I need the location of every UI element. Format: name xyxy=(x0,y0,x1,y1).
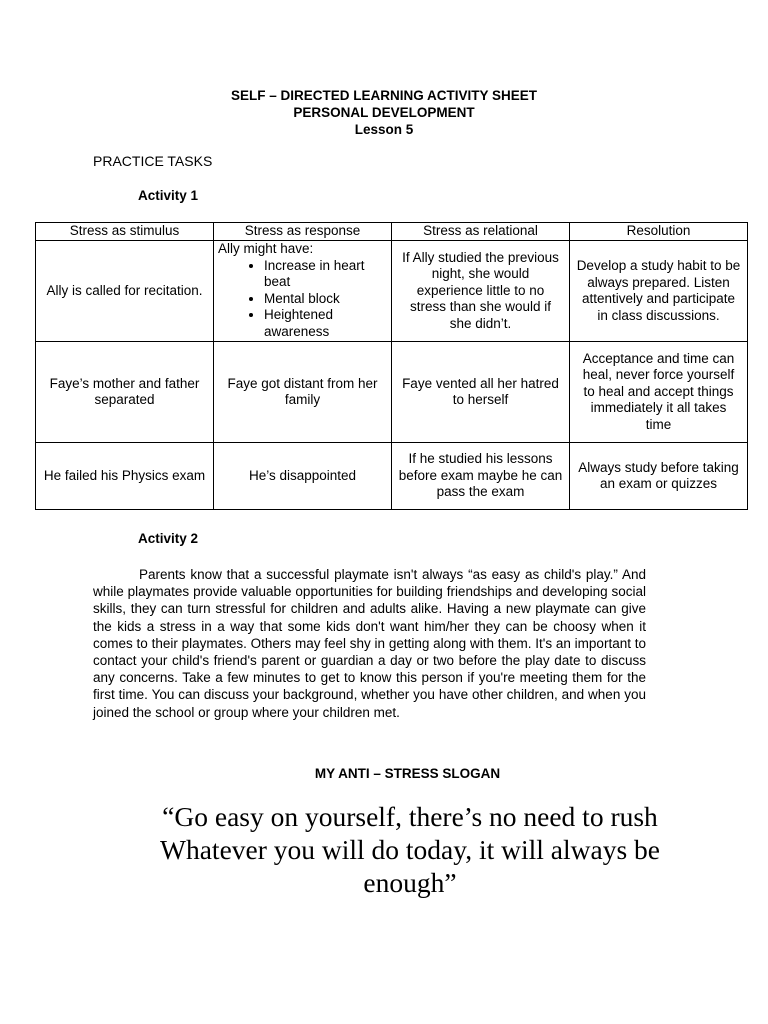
column-header: Stress as stimulus xyxy=(36,223,214,241)
list-item: • Increase in heart beat xyxy=(264,258,387,291)
slogan-line-1: “Go easy on yourself, there’s no need to rush xyxy=(162,801,658,832)
practice-tasks-heading: PRACTICE TASKS xyxy=(93,153,213,169)
resolution-cell: Develop a study habit to be always prepared. Listen attentively and participate in class discussions. xyxy=(570,241,748,342)
response-cell: Faye got distant from her family xyxy=(214,342,392,443)
relational-cell: If he studied his lessons before exam maybe he can pass the exam xyxy=(392,443,570,510)
slogan-line-2: Whatever you will do today, it will always be enough” xyxy=(160,834,660,898)
activity2-heading: Activity 2 xyxy=(138,531,199,546)
column-header: Resolution xyxy=(570,223,748,241)
activity2-paragraph xyxy=(93,566,646,721)
sheet-title: SELF – DIRECTED LEARNING ACTIVITY SHEET xyxy=(230,88,538,103)
slogan-heading: MY ANTI – STRESS SLOGAN xyxy=(314,766,501,781)
lesson-title: Lesson 5 xyxy=(354,122,414,137)
paragraph-text: Parents know that a successful playmate isn't always “as easy as child's play.” And while playmates provide valuable opportunities for building friendships and developing social skills, they can turn stressful for children and adults alike. Having a new playmate can give the kids a stress in a way that some kids don't want him/her they can be choosy when it comes to their playmates. Others may feel shy in getting along with them. It's an important to contact your child's friend's parent or guardian a day or two before the play date to discuss any concerns. Take a few minutes to get to know this person if you're meeting them for the first time. You can discuss your background, whether you have other children, and when you joined the school or group where your children met. xyxy=(93,567,646,720)
relational-cell: Faye vented all her hatred to herself xyxy=(392,342,570,443)
stimulus-cell: Faye’s mother and father separated xyxy=(36,342,214,443)
table-row xyxy=(36,241,748,342)
table-row xyxy=(36,443,748,510)
table-header-row xyxy=(36,223,748,241)
stimulus-cell: Ally is called for recitation. xyxy=(36,241,214,342)
resolution-cell: Acceptance and time can heal, never force yourself to heal and accept things immediately it all takes time xyxy=(570,342,748,443)
slogan-text xyxy=(120,800,700,899)
list-item: • Heightened awareness xyxy=(264,307,387,340)
resolution-cell: Always study before taking an exam or quizzes xyxy=(570,443,748,510)
subject-title: PERSONAL DEVELOPMENT xyxy=(293,105,475,120)
response-cell xyxy=(214,241,392,342)
list-item: • Mental block xyxy=(264,291,387,308)
table-row xyxy=(36,342,748,443)
stimulus-cell: He failed his Physics exam xyxy=(36,443,214,510)
response-list xyxy=(218,258,387,341)
activity1-heading: Activity 1 xyxy=(138,188,199,203)
column-header: Stress as response xyxy=(214,223,392,241)
column-header: Stress as relational xyxy=(392,223,570,241)
response-intro: Ally might have: xyxy=(218,241,314,256)
response-cell: He’s disappointed xyxy=(214,443,392,510)
relational-cell: If Ally studied the previous night, she would experience little to no stress than she would if she didn’t. xyxy=(392,241,570,342)
activity1-table xyxy=(35,222,748,510)
